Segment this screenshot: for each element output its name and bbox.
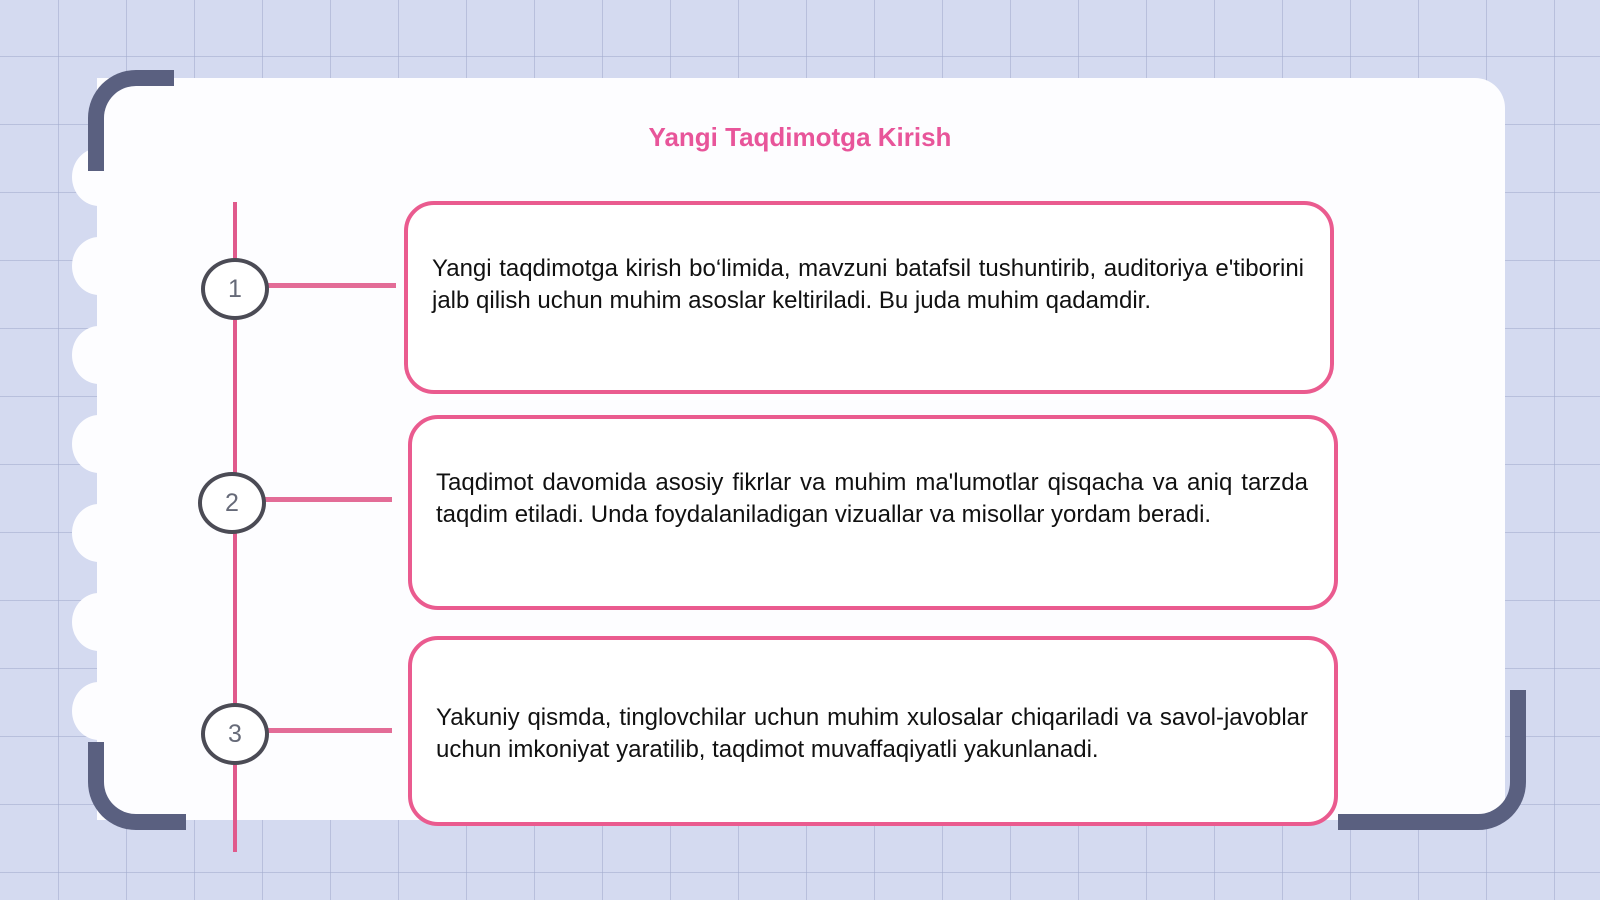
notebook-hole [72, 415, 126, 473]
step-3-connector [262, 728, 392, 733]
step-1-number: 1 [228, 274, 242, 303]
frame-corner-bottom-left [88, 742, 186, 830]
step-2-box [408, 415, 1338, 610]
step-3-text: Yakuniy qismda, tinglovchilar uchun muhim xulosalar chiqariladi va savol-javoblar uchun imkoniyat yaratilib, taqdimot muvaffaqiyatli yakunlanadi. [436, 704, 1308, 763]
step-1-connector [262, 283, 396, 288]
step-1-text: Yangi taqdimotga kirish bo‘limida, mavzuni batafsil tushuntirib, auditoriya e'tiborini jalb qilish uchun muhim asoslar keltiriladi. Bu juda muhim qadamdir. [432, 255, 1304, 314]
step-1-number-badge [201, 258, 269, 320]
notebook-hole [72, 593, 126, 651]
step-1-box [404, 201, 1334, 394]
notebook-hole [72, 326, 126, 384]
step-2-number-badge [198, 472, 266, 534]
frame-corner-top-left [88, 70, 174, 171]
step-3-number: 3 [228, 719, 242, 748]
step-3-box [408, 636, 1338, 826]
notebook-hole [72, 237, 126, 295]
notebook-hole [72, 682, 126, 740]
step-2-text: Taqdimot davomida asosiy fikrlar va muhim ma'lumotlar qisqacha va aniq tarzda taqdim etiladi. Unda foydalaniladigan vizuallar va misollar yordam beradi. [436, 469, 1308, 528]
frame-corner-bottom-right [1338, 690, 1526, 830]
step-2-number: 2 [225, 488, 239, 517]
notebook-hole [72, 504, 126, 562]
step-2-connector [258, 497, 392, 502]
slide-title: Yangi Taqdimotga Kirish [648, 122, 952, 152]
step-3-number-badge [201, 703, 269, 765]
